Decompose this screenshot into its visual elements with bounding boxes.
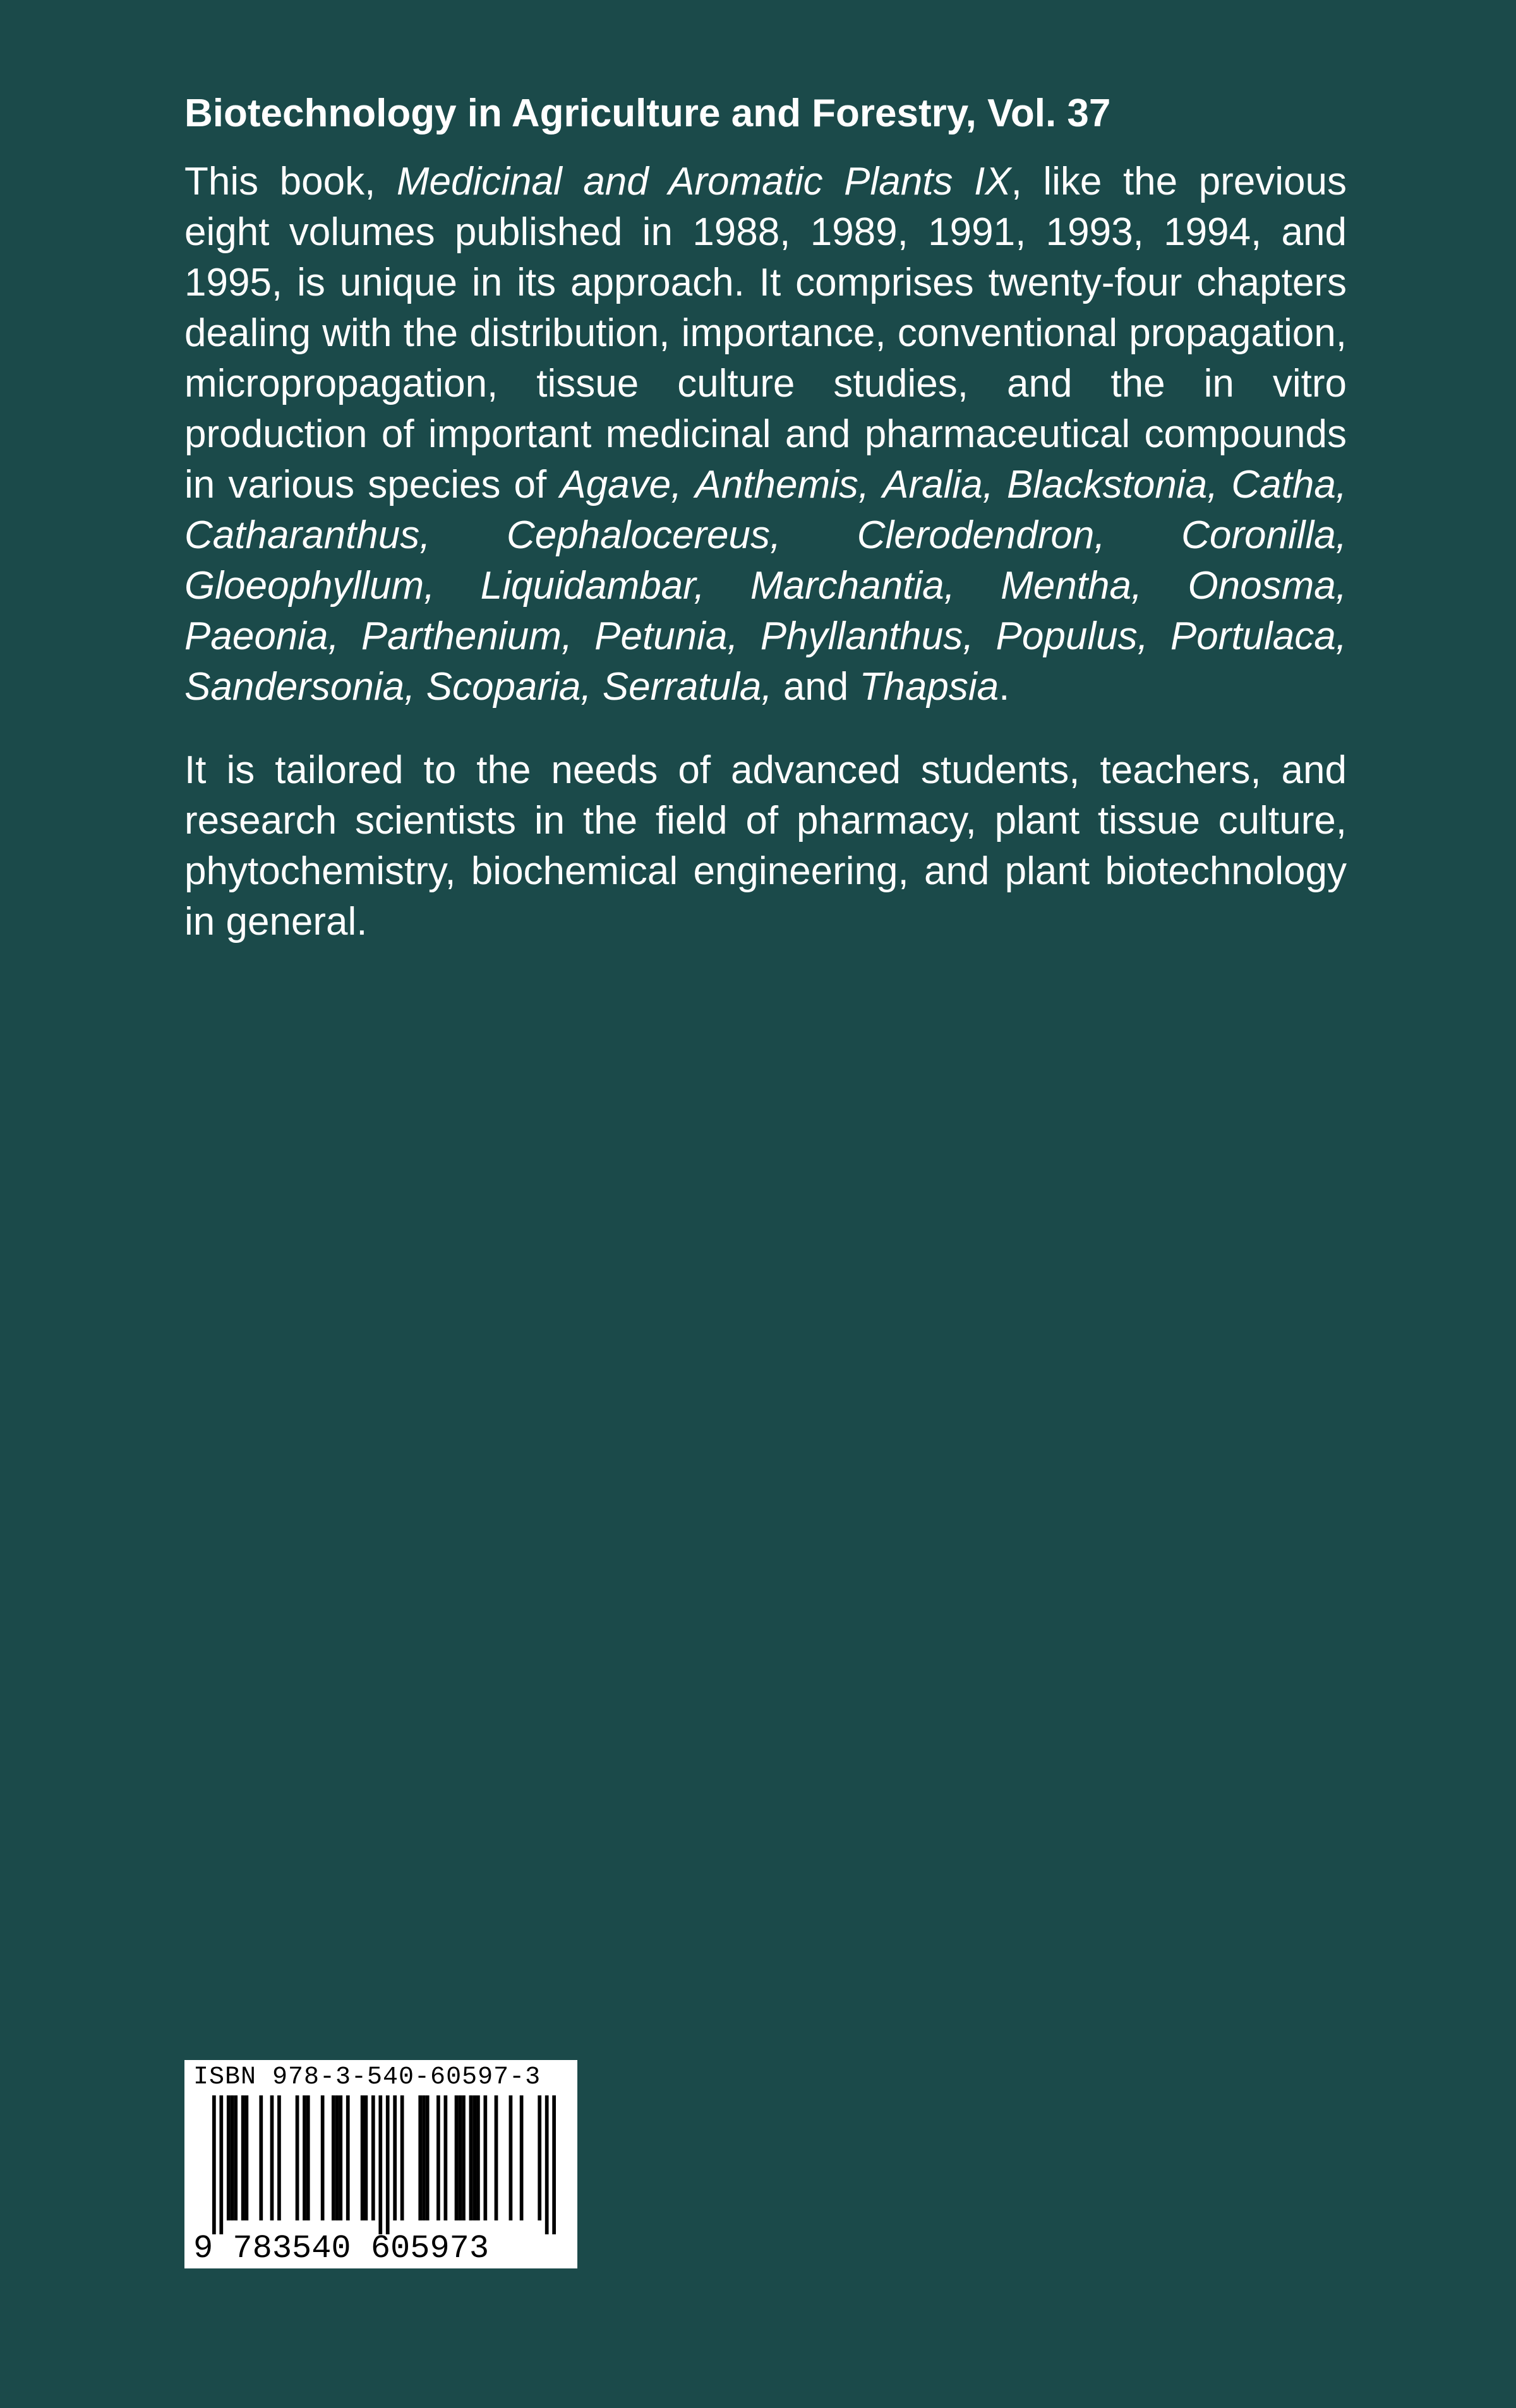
barcode-bar	[422, 2095, 426, 2220]
barcode-bar	[436, 2095, 440, 2220]
barcode-bar	[520, 2095, 524, 2220]
barcode-bar	[335, 2095, 339, 2220]
species-name: Portulaca,	[1170, 614, 1347, 658]
species-name: Onosma,	[1188, 564, 1347, 608]
species-name: Paeonia,	[184, 614, 339, 658]
barcode-bar	[469, 2095, 473, 2220]
species-name: Populus,	[996, 614, 1148, 658]
species-name: Sandersonia,	[184, 665, 416, 709]
barcode-bar	[270, 2095, 274, 2220]
barcode-bar	[378, 2095, 382, 2234]
barcode-bar	[458, 2095, 462, 2220]
barcode-bar	[321, 2095, 325, 2220]
barcode-bar	[400, 2095, 404, 2220]
barcode-bar	[364, 2095, 368, 2220]
barcode-bar	[241, 2095, 245, 2220]
barcode-bar	[339, 2095, 342, 2220]
barcode-bar	[538, 2095, 541, 2220]
barcode-bar	[259, 2095, 263, 2220]
species-name: Agave,	[560, 463, 682, 506]
species-name: Blackstonia,	[1007, 463, 1218, 506]
cover-text-block	[184, 88, 1347, 980]
species-name: Marchantia,	[750, 564, 955, 608]
barcode-bar	[455, 2095, 459, 2220]
species-name: Serratula,	[602, 665, 773, 709]
barcode-bar	[495, 2095, 498, 2220]
barcode-bar	[509, 2095, 513, 2220]
barcode-bar	[545, 2095, 549, 2234]
barcode-bar	[219, 2095, 223, 2234]
description-end: .	[999, 665, 1010, 709]
species-conjunction: and	[772, 665, 860, 709]
description-intro: This book,	[184, 160, 397, 203]
species-name: Catharanthus,	[184, 513, 431, 557]
barcode-bar	[393, 2095, 397, 2220]
species-name: Scoparia,	[426, 665, 592, 709]
barcode-bar	[212, 2095, 216, 2234]
barcode-bar	[277, 2095, 281, 2220]
barcode-bar	[296, 2095, 299, 2220]
species-name: Coronilla,	[1181, 513, 1347, 557]
barcode-bar	[483, 2095, 487, 2220]
barcode-bar	[462, 2095, 466, 2220]
series-title: Biotechnology in Agriculture and Forestry, Vol. 37	[184, 92, 1111, 135]
barcode-bar	[245, 2095, 249, 2220]
barcode-bar	[303, 2095, 306, 2220]
species-name: Parthenium,	[361, 614, 573, 658]
description-body: , like the previous eight volumes published in 1988, 1989, 1991, 1993, 1994, and 1995, is unique in its approach. It comprises twenty-four chapters dealing with the distribution, importance, conventional propagation, micropropagation, tissue culture studies, and the in vitro production of important medicinal and pharmaceutical compounds in various species of	[184, 160, 1347, 506]
barcode-bar	[361, 2095, 364, 2220]
barcode-bar	[346, 2095, 350, 2220]
species-name: Petunia,	[594, 614, 738, 658]
species-name: Gloeophyllum,	[184, 564, 435, 608]
species-name: Anthemis,	[695, 463, 870, 506]
barcode-bars	[212, 2095, 556, 2234]
ean-digits: 9 783540 605973	[193, 2230, 490, 2267]
species-name: Aralia,	[882, 463, 994, 506]
isbn-label: ISBN 978-3-540-60597-3	[193, 2063, 541, 2092]
barcode-bar	[552, 2095, 556, 2234]
barcode-bar	[472, 2095, 476, 2220]
description-paragraph	[184, 157, 1347, 712]
species-name: Phyllanthus,	[760, 614, 974, 658]
barcode-bar	[386, 2095, 390, 2234]
barcode-bar	[418, 2095, 422, 2220]
species-name: Catha,	[1231, 463, 1347, 506]
species-name: Cephalocereus,	[506, 513, 781, 557]
barcode-bar	[234, 2095, 238, 2220]
barcode-bar	[227, 2095, 231, 2220]
barcode-bar	[332, 2095, 335, 2220]
barcode-bar	[426, 2095, 430, 2220]
barcode-bar	[443, 2095, 447, 2220]
barcode-bar	[476, 2095, 480, 2220]
isbn-barcode	[184, 2060, 577, 2268]
species-name: Mentha,	[1001, 564, 1143, 608]
species-last: Thapsia	[859, 665, 999, 709]
species-name: Liquidambar,	[480, 564, 705, 608]
barcode-bar	[231, 2095, 234, 2220]
audience-paragraph: It is tailored to the needs of advanced students, teachers, and research scientists in the field of pharmacy, plant tissue culture, phytochemistry, biochemical engineering, and plant biotechnology in general.	[184, 748, 1347, 943]
barcode-bar	[371, 2095, 375, 2220]
species-name: Clerodendron,	[857, 513, 1105, 557]
book-title: Medicinal and Aromatic Plants IX	[396, 160, 1011, 203]
barcode-bar	[306, 2095, 310, 2220]
